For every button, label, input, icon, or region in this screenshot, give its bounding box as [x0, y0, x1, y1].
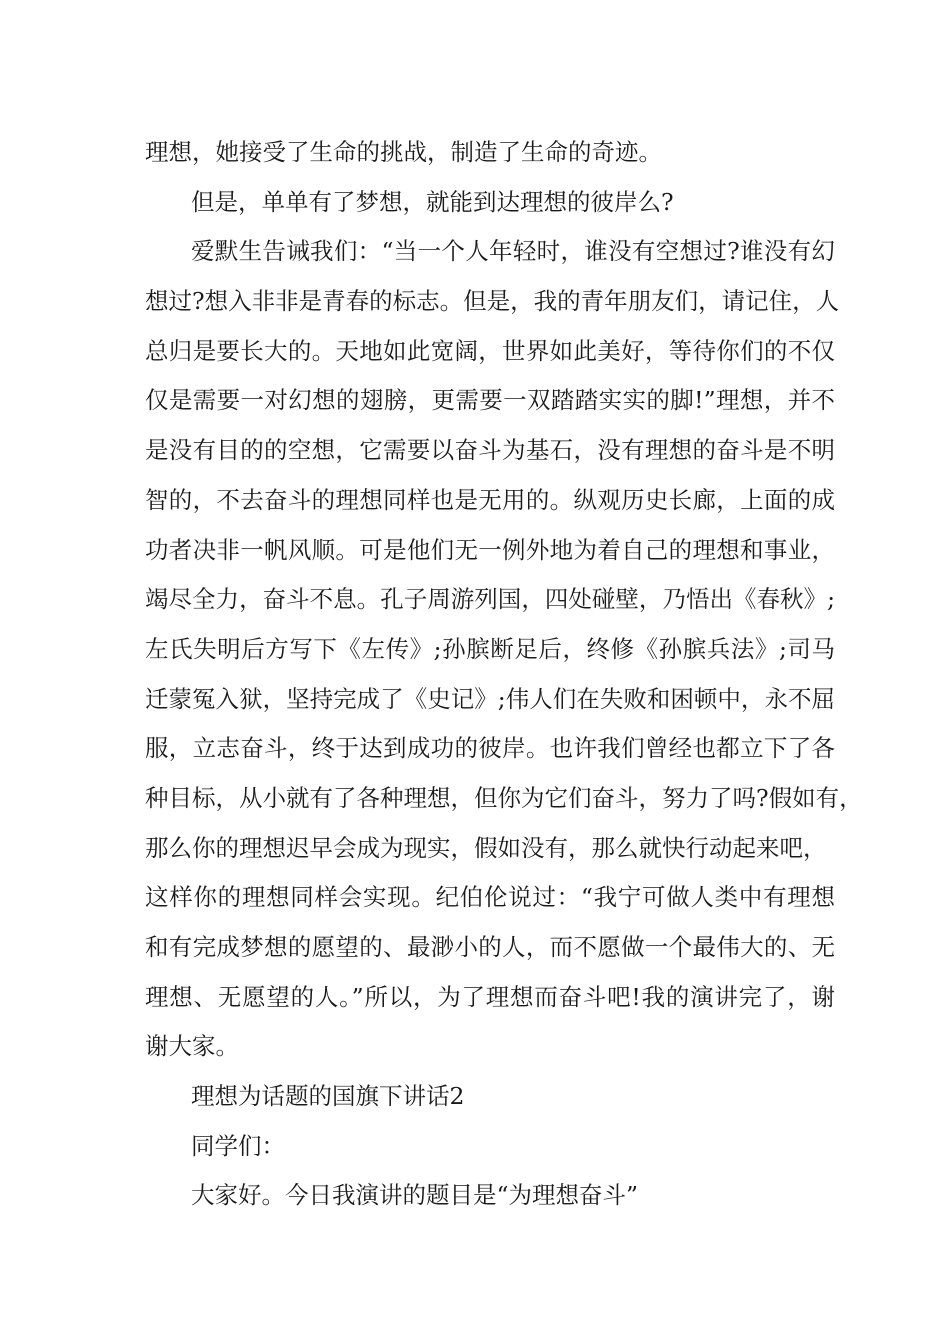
text-line: 服，立志奋斗，终于达到成功的彼岸。也许我们曾经也都立下了各: [145, 734, 835, 763]
text-line: 谢大家。: [145, 1032, 239, 1061]
text-line: 这样你的理想同样会实现。纪伯伦说过：“我宁可做人类中有理想: [145, 883, 835, 912]
text-line: 想过?想入非非是青春的标志。但是，我的青年朋友们，请记住，人: [145, 287, 840, 316]
text-line: 大家好。今日我演讲的题目是“为理想奋斗”: [191, 1181, 639, 1210]
text-line: 智的，不去奋斗的理想同样也是无用的。纵观历史长廊，上面的成: [145, 485, 835, 514]
text-line: 理想，她接受了生命的挑战，制造了生命的奇迹。: [145, 138, 662, 166]
text-line: 迁蒙冤入狱，坚持完成了《史记》;伟人们在失败和困顿中，永不屈: [145, 684, 835, 713]
text-line: 是没有目的的空想，它需要以奋斗为基石，没有理想的奋斗是不明: [145, 436, 835, 465]
text-line: 那么你的理想迟早会成为现实，假如没有，那么就快行动起来吧，: [145, 833, 827, 862]
document-body: [145, 128, 863, 1221]
text-line: 竭尽全力，奋斗不息。孔子周游列国，四处碰壁，乃悟出《春秋》;: [145, 585, 835, 614]
text-line: 种目标，从小就有了各种理想，但你为它们奋斗，努力了吗?假如有，: [145, 783, 863, 812]
text-line: 左氏失明后方写下《左传》;孙膑断足后，终修《孙膑兵法》;司马: [145, 634, 835, 663]
section-heading: 理想为话题的国旗下讲话2: [191, 1082, 465, 1111]
text-line: 和有完成梦想的愿望的、最渺小的人，而不愿做一个最伟大的、无: [145, 933, 835, 961]
text-line: 理想、无愿望的人。”所以，为了理想而奋斗吧!我的演讲完了，谢: [145, 982, 835, 1011]
text-line: 仅是需要一对幻想的翅膀，更需要一双踏踏实实的脚!”理想，并不: [145, 386, 835, 415]
text-line: 功者决非一帆风顺。可是他们无一例外地为着自己的理想和事业，: [145, 535, 835, 564]
salutation: 同学们：: [191, 1131, 285, 1160]
text-line: 但是，单单有了梦想，就能到达理想的彼岸么?: [191, 187, 674, 216]
text-line: 爱默生告诫我们：“当一个人年轻时，谁没有空想过?谁没有幻: [191, 237, 835, 266]
text-line: 总归是要长大的。天地如此宽阔，世界如此美好，等待你们的不仅: [145, 336, 835, 365]
